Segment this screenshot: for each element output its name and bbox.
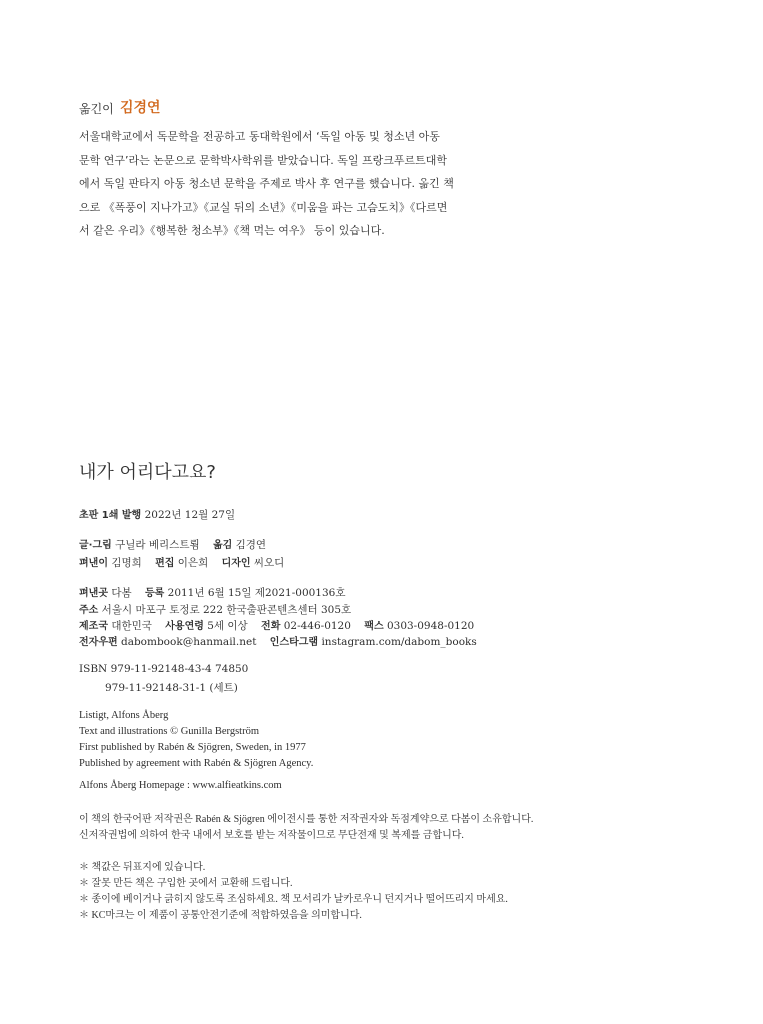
fax: 0303-0948-0120 (386, 620, 475, 632)
country-label: 제조국 (79, 621, 108, 632)
bio-line: 서 같은 우리》《행복한 청소부》《책 먹는 여우》 등이 있습니다. (79, 224, 385, 237)
reg-label: 등록 (144, 588, 165, 599)
original-line: Listigt, Alfons Åberg (79, 710, 169, 721)
publisher-line-4 (79, 633, 477, 648)
copyright-line: 신저작권법에 의하여 한국 내에서 보호를 받는 저작물이므로 무단전재 및 복제를 금합니다. (79, 830, 464, 841)
translator-label: 옮긴이 (79, 102, 114, 116)
translator-credit: 김경연 (235, 539, 267, 551)
insta: instagram.com/dabom_books (321, 636, 477, 648)
bio-line: 으로 《폭풍이 지나가고》《교실 뒤의 소년》《미움을 파는 고슴도치》《다르면 (79, 200, 448, 214)
fax-label: 팩스 (364, 621, 384, 632)
credits-line-2 (79, 554, 284, 570)
isbn-line-1: ISBN 979-11-92148-43-4 74850 (79, 663, 249, 675)
house: 다봄 (111, 587, 132, 599)
email: dabombook@hanmail.net (120, 636, 257, 648)
editor-label: 편집 (155, 558, 175, 569)
author-label: 글·그림 (79, 540, 112, 551)
address-label: 주소 (79, 605, 99, 616)
note-line: ＊ 잘못 만든 책은 구입한 곳에서 교환해 드립니다. (79, 878, 293, 889)
book-title: 내가 어리다고요? (79, 462, 216, 483)
designer: 씨오디 (253, 557, 285, 569)
house-label: 펴낸곳 (79, 588, 108, 599)
author: 구닐라 베리스트룀 (115, 539, 200, 551)
insta-label: 인스타그램 (269, 637, 319, 648)
translator-name: 김경연 (120, 100, 161, 116)
original-line: First published by Rabén & Sjögren, Sweden, in 1977 (79, 742, 306, 753)
note-line: ＊ 종이에 베이거나 긁히지 않도록 조심하세요. 책 모서리가 날카로우니 던지거나 떨어뜨리지 마세요. (79, 894, 508, 905)
edition-value: 2022년 12월 27일 (144, 509, 236, 521)
note-line: ＊ 책값은 뒤표지에 있습니다. (79, 862, 206, 873)
phone: 02-446-0120 (283, 620, 351, 632)
note-line: ＊ KC마크는 이 제품이 공통안전기준에 적합하였음을 의미합니다. (79, 910, 362, 921)
isbn-line-2: 979-11-92148-31-1 (세트) (105, 682, 238, 694)
edition-label: 초판 1쇄 발행 (79, 510, 142, 521)
credits-line-1 (79, 536, 266, 552)
homepage-line: Alfons Åberg Homepage : www.alfieatkins.com (79, 780, 282, 791)
designer-label: 디자인 (221, 558, 251, 569)
publisher-line-2 (79, 601, 351, 617)
copyright-line: 이 책의 한국어판 저작권은 Rabén & Sjögren 에이전시를 통한 저작권자와 독점계약으로 다봄이 소유합니다. (79, 814, 534, 825)
translator-bio (79, 125, 469, 243)
publisher-line-3 (79, 617, 474, 633)
publisher-person: 김명희 (111, 557, 142, 569)
translator-credit-label: 옮김 (212, 540, 233, 551)
original-line: Text and illustrations © Gunilla Bergström (79, 726, 259, 737)
editor: 이은희 (177, 557, 209, 569)
email-label: 전자우편 (79, 637, 118, 648)
phone-label: 전화 (261, 621, 281, 632)
country: 대한민국 (111, 620, 152, 632)
reg: 2011년 6월 15일 제2021-000136호 (167, 587, 346, 599)
publisher-person-label: 펴낸이 (79, 558, 108, 569)
age-label: 사용연령 (165, 621, 204, 632)
edition-line (79, 506, 235, 522)
bio-line: 서울대학교에서 독문학을 전공하고 동대학원에서 ‘독일 아동 및 청소년 아동 (79, 130, 440, 143)
age: 5세 이상 (207, 620, 248, 632)
bio-line: 문학 연구’라는 논문으로 문학박사학위를 받았습니다. 독일 프랑크푸르트대학 (79, 153, 448, 167)
original-line: Published by agreement with Rabén & Sjögren Agency. (79, 758, 314, 769)
address: 서울시 마포구 토정로 222 한국출판콘텐츠센터 305호 (101, 604, 352, 616)
bio-line: 에서 독일 판타지 아동 청소년 문학을 주제로 박사 후 연구를 했습니다. 옮긴 책 (79, 177, 454, 190)
publisher-line-1 (79, 584, 345, 600)
